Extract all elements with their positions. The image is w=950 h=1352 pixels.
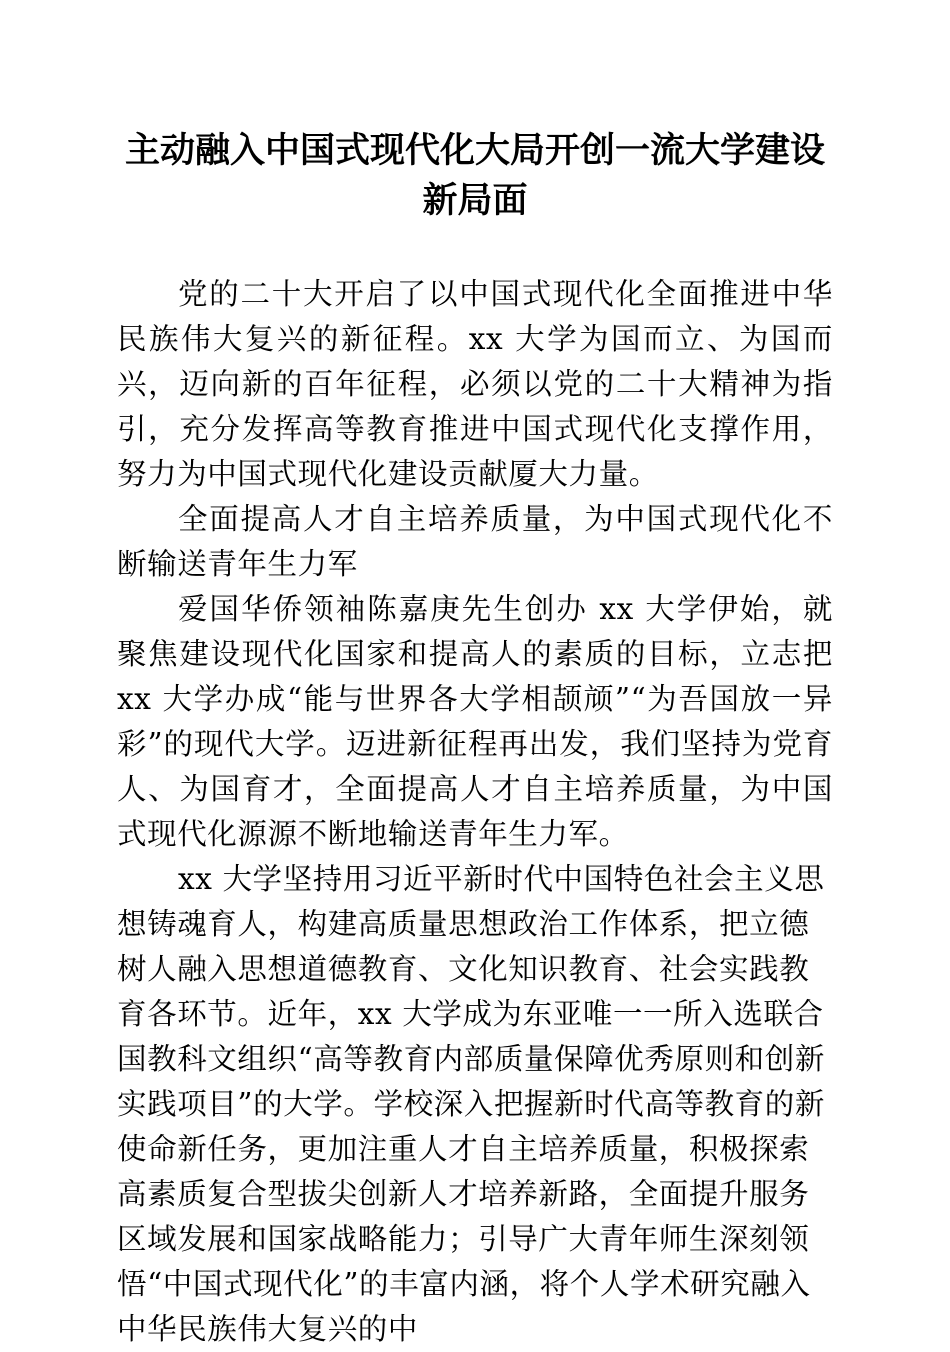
paragraph-intro: 党的二十大开启了以中国式现代化全面推进中华民族伟大复兴的新征程。xx 大学为国而立、为国而兴，迈向新的百年征程，必须以党的二十大精神为指引，充分发挥高等教育推进中国式现代化支撑作用，努力为中国式现代化建设贡献厦大力量。 — [117, 277, 833, 491]
paragraph-section-heading-1: 全面提高人才自主培养质量，为中国式现代化不断输送青年生力军 — [117, 502, 833, 581]
document-body — [117, 272, 833, 1352]
paragraph-history: 爱国华侨领袖陈嘉庚先生创办 xx 大学伊始，就聚焦建设现代化国家和提高人的素质的目标，立志把 xx 大学办成“能与世界各大学相颉颃”“为吾国放一异彩”的现代大学。迈进新征程再出发，我们坚持为党育人、为国育才，全面提高人才自主培养质量，为中国式现代化源源不断地输送青年生力军。 — [117, 592, 833, 851]
page-title: 主动融入中国式现代化大局开创一流大学建设新局面 — [124, 131, 825, 221]
paragraph-practice: xx 大学坚持用习近平新时代中国特色社会主义思想铸魂育人，构建高质量思想政治工作体系，把立德树人融入思想道德教育、文化知识教育、社会实践教育各环节。近年，xx 大学成为东亚唯一一所入选联合国教科文组织“高等教育内部质量保障优秀原则和创新实践项目”的大学。学校深入把握新时代高等教育的新使命新任务，更加注重人才自主培养质量，积极探索高素质复合型拔尖创新人才培养新路，全面提升服务区域发展和国家战略能力；引导广大青年师生深刻领悟“中国式现代化”的丰富内涵，将个人学术研究融入中华民族伟大复兴的中 — [117, 862, 825, 1346]
